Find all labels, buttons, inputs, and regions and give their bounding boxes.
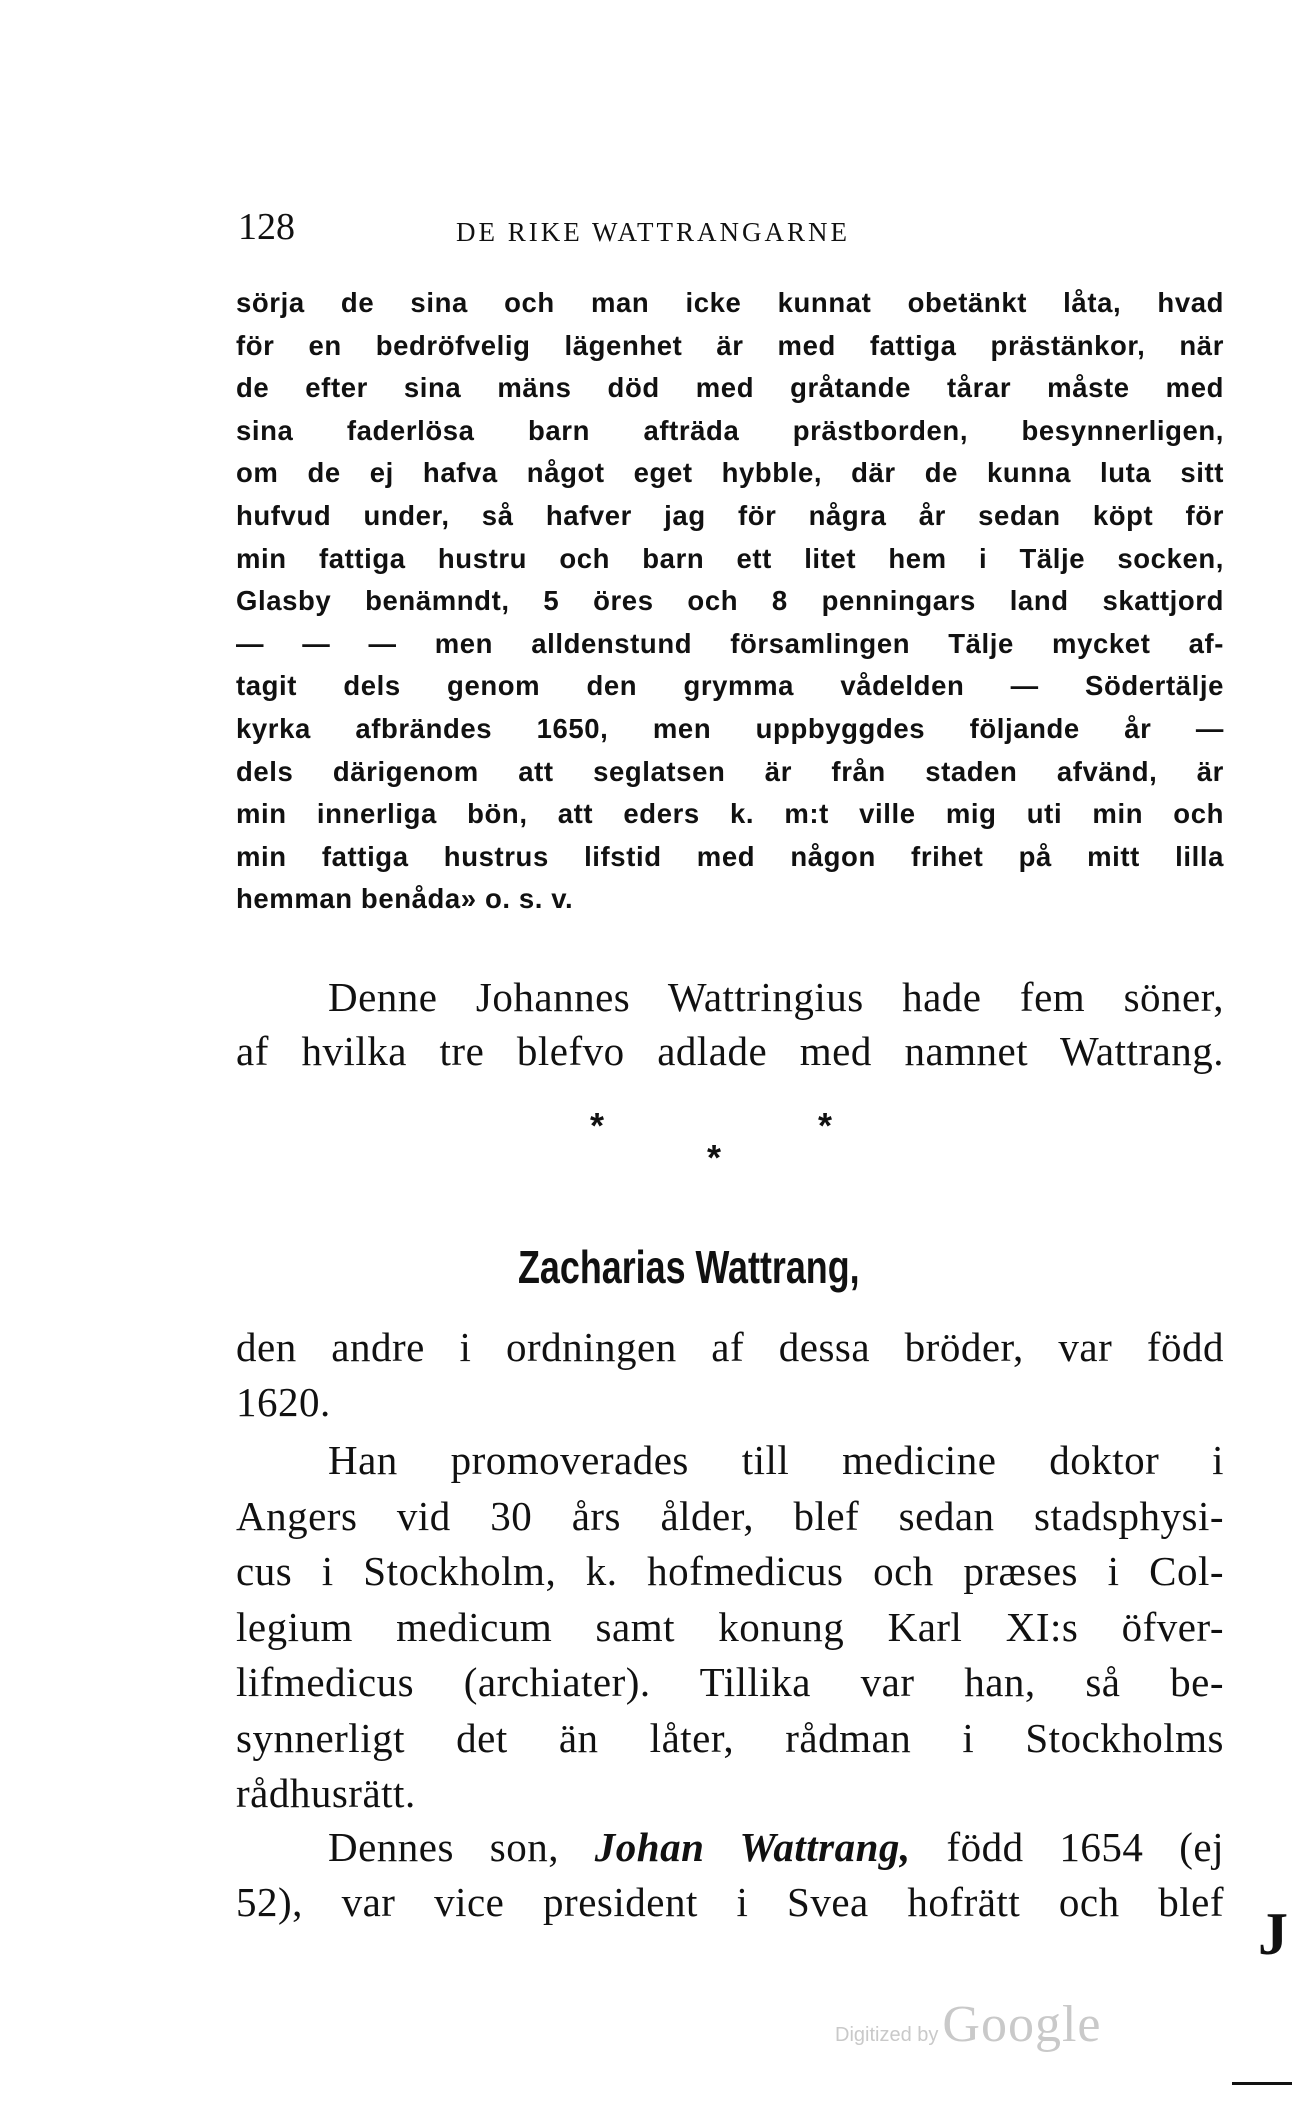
page-header [238,205,1228,255]
paragraph-den-andre [236,1320,1224,1430]
paragraph-line: synnerligt det än låter, rådman i Stockholms [236,1714,1224,1761]
paragraph-line: Angers vid 30 års ålder, blef sedan stadsphysi- [236,1492,1224,1539]
paragraph-line [236,1820,1224,1875]
page-edge-rule [1232,2082,1292,2085]
paragraph-line: 1620. [236,1379,331,1425]
text-run: Dennes son, [328,1824,595,1870]
running-head: DE RIKE WATTRANGARNE [456,217,850,247]
quote-line: min fattiga hustru och barn ett litet hem i Tälje socken, [236,542,1224,574]
quote-line: de efter sina mäns död med gråtande tårar måste med [236,372,1224,404]
google-logo: Google [942,1996,1102,2053]
quote-line: min fattiga hustrus lifstid med någon frihet på mitt lilla [236,840,1224,872]
paragraph-line: 52), var vice president i Svea hofrätt och blef [236,1879,1224,1925]
separator-star: * [590,1105,605,1146]
quote-line: — — — men alldenstund församlingen Tälje mycket af- [236,627,1224,659]
separator-star: * [707,1137,722,1178]
paragraph-line: lifmedicus (archiater). Tillika var han, så be- [236,1659,1224,1705]
paragraph-line: legium medicum samt konung Karl XI:s öfver- [236,1603,1224,1650]
quote-line: min innerliga bön, att eders k. m:t ville mig uti min och [236,798,1224,830]
quote-line: kyrka afbrändes 1650, men uppbyggdes följande år — [236,712,1224,744]
separator-star: * [818,1105,833,1146]
quote-line: om de ej hafva något eget hybble, där de kunna luta sitt [236,457,1224,489]
quote-line: sörja de sina och man icke kunnat obetänkt låta, hvad [236,287,1224,318]
paragraph-line: den andre i ordningen af dessa bröder, var född [236,1324,1224,1370]
watermark-caption: Digitized by [835,2024,939,2046]
quote-line: för en bedröfvelig lägenhet är med fattiga prästänkor, när [236,329,1224,361]
page-edge-glyph: J [1258,1901,1288,1967]
section-heading: Zacharias Wattrang, [518,1241,860,1293]
quote-line: sina faderlösa barn afträda prästborden, besynnerligen, [236,414,1224,446]
page-number: 128 [238,206,295,248]
quoted-letter [236,282,1224,921]
quote-line: hufvud under, så hafver jag för några år sedan köpt för [236,499,1224,531]
quote-line: hemman benåda» o. s. v. [236,883,574,915]
digitized-watermark [835,1995,1101,2054]
person-name: Johan Wattrang, [594,1824,911,1870]
paragraph-dennes [236,1820,1224,1930]
paragraph-line: rådhusrätt. [236,1770,416,1816]
paragraph-denne [236,970,1224,1078]
paragraph-han [236,1433,1224,1822]
quote-line: dels därigenom att seglatsen är från staden afvänd, är [236,755,1224,787]
text-run: född 1654 (ej [910,1824,1224,1870]
paragraph-line: Denne Johannes Wattringius hade fem söner, [328,974,1224,1020]
paragraph-line: cus i Stockholm, k. hofmedicus och præses i Col- [236,1548,1224,1594]
quote-line: Glasby benämndt, 5 öres och 8 penningars land skattjord [236,585,1224,617]
paragraph-line: Han promoverades till medicine doktor i [328,1437,1224,1483]
paragraph-line: af hvilka tre blefvo adlade med namnet Wattrang. [236,1028,1224,1074]
quote-line: tagit dels genom den grymma vådelden — Södertälje [236,670,1224,702]
